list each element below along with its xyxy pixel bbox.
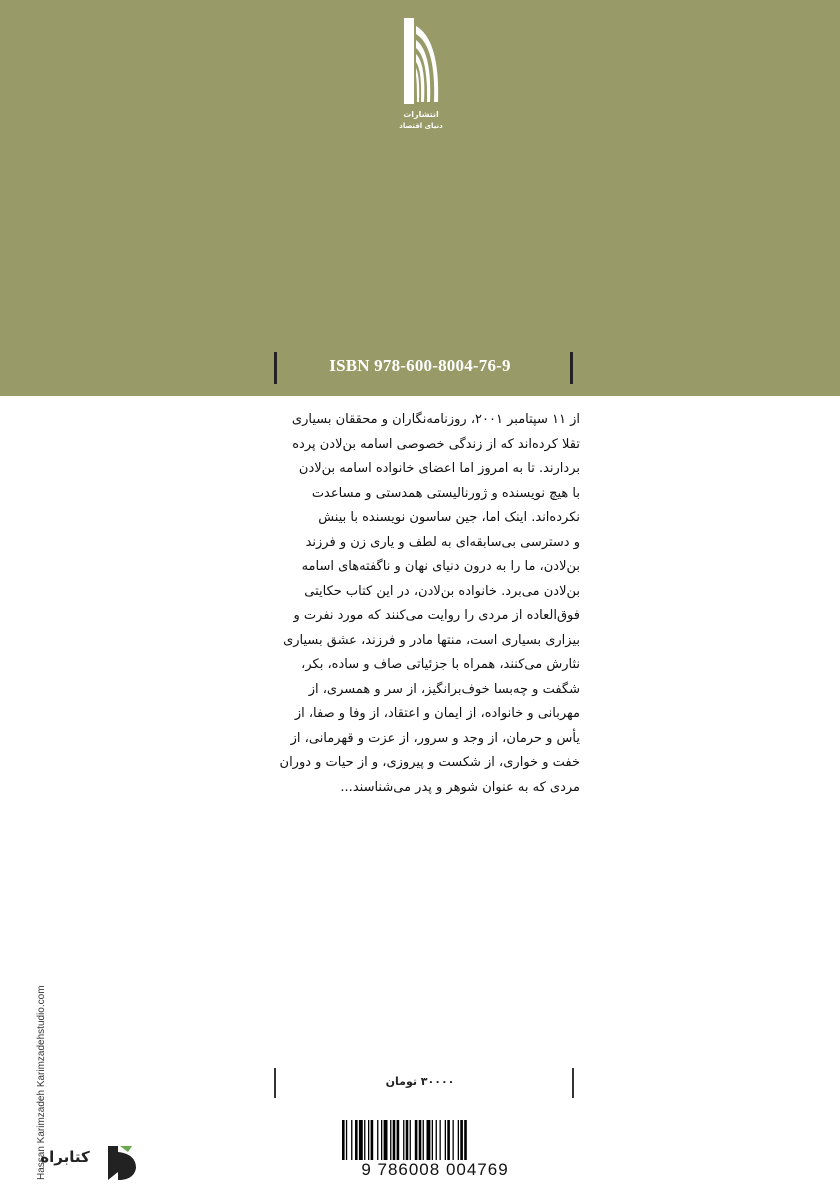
barcode-bar: [359, 1120, 363, 1160]
back-cover-blurb: [262, 408, 580, 800]
barcode-bar: [436, 1120, 437, 1160]
barcode-bar: [346, 1120, 347, 1160]
barcode-bar: [393, 1120, 396, 1160]
watermark: [30, 1140, 140, 1188]
blurb-line: از ۱۱ سپتامبر ۲۰۰۱، روزنامه‌نگاران و محققان بسیاری: [291, 412, 580, 427]
barcode-bar: [342, 1120, 345, 1160]
barcode-bar: [432, 1120, 433, 1160]
barcode-bar: [351, 1120, 352, 1160]
barcode-bar: [423, 1120, 424, 1160]
barcode-bar: [364, 1120, 365, 1160]
price-left-divider: [274, 1068, 276, 1098]
barcode-bar: [410, 1120, 411, 1160]
price-right-divider: [572, 1068, 574, 1098]
blurb-line: بیزاری بسیاری است، منتها مادر و فرزند، عشق بسیاری: [283, 632, 580, 648]
barcode-digits: 9 786008 004769: [361, 1160, 509, 1179]
blurb-line: نثارش می‌کنند، همراه با جزئیاتی صاف و ساده، بکر،: [301, 657, 580, 672]
blurb-line: یأس و حرمان، از وجد و سرور، از عزت و قهرمانی، از: [290, 730, 580, 746]
barcode-bar: [427, 1120, 431, 1160]
publisher-name-line-2: دنیای اقتصاد: [399, 122, 443, 130]
blurb-line: بردارند. تا به امروز اما اعضای خانواده اسامه بن‌لادن: [298, 461, 580, 476]
blurb-line: شگفت و چه‌بسا خوف‌برانگیز، از سر و همسری، از: [308, 681, 580, 697]
cover-top-band: [0, 0, 840, 396]
barcode-bar: [355, 1120, 358, 1160]
isbn-left-divider: [274, 352, 277, 384]
barcode-bar: [453, 1120, 454, 1160]
publisher-logo: [386, 14, 456, 134]
blurb-line: مهربانی و خانواده، از ایمان و اعتقاد، از وفا و صفا، از: [294, 706, 580, 721]
designer-credit-text: Hassan Karimzadeh Karimzadehstudio.com: [36, 985, 47, 1180]
blurb-line: فوق‌العاده از مردی را روایت می‌کنند که مورد نفرت و: [293, 608, 580, 623]
barcode-bar: [419, 1120, 422, 1160]
blurb-line: بن‌لادن، ما را به درون دنیای نهان و ناگفته‌های اسامه: [301, 559, 580, 574]
isbn-right-divider: [570, 352, 573, 384]
barcode-bar: [390, 1120, 391, 1160]
blurb-line: مردی که به عنوان شوهر و پدر می‌شناسند...: [340, 779, 580, 795]
barcode-bar: [397, 1120, 400, 1160]
barcode-bar: [371, 1120, 374, 1160]
barcode-bar: [377, 1120, 378, 1160]
isbn-number: ISBN 978-600-8004-76-9: [329, 356, 511, 375]
bookmark-logo-icon: [102, 1144, 140, 1184]
blurb-line: و دسترسی بی‌سابقه‌ای به لطف و یاری زن و فرزند: [305, 534, 580, 550]
barcode-bar: [440, 1120, 441, 1160]
barcode-bar: [381, 1120, 382, 1160]
barcode-bar: [464, 1120, 467, 1160]
barcode-bar: [403, 1120, 404, 1160]
price-label: ۳۰۰۰۰ تومان: [385, 1075, 455, 1088]
publisher-name-line-1: انتشارات: [403, 110, 439, 119]
watermark-text: کتابراه: [40, 1148, 90, 1166]
barcode-bar: [445, 1120, 446, 1160]
blurb-line: نکرده‌اند. اینک اما، جین ساسون نویسنده با بینش: [318, 510, 580, 525]
blurb-line: بن‌لادن می‌برد. خانواده بن‌لادن، در این کتاب حکایتی: [304, 583, 580, 599]
publisher-logo-icon: [386, 14, 456, 109]
blurb-line: خفت و خواری، از شکست و پیروزی، و از حیات و دوران: [279, 755, 580, 770]
barcode-bar: [406, 1120, 409, 1160]
blurb-line: با هیچ نویسنده و ژورنالیستی همدستی و مساعدت: [311, 485, 580, 501]
barcode-bar: [368, 1120, 369, 1160]
barcode-bar: [415, 1120, 418, 1160]
barcode-bar: [447, 1120, 450, 1160]
barcode-bar: [460, 1120, 463, 1160]
blurb-line: تقلا کرده‌اند که از زندگی خصوصی اسامه بن‌لادن پرده: [292, 436, 580, 452]
barcode-bar: [458, 1120, 459, 1160]
barcode-bar: [384, 1120, 388, 1160]
